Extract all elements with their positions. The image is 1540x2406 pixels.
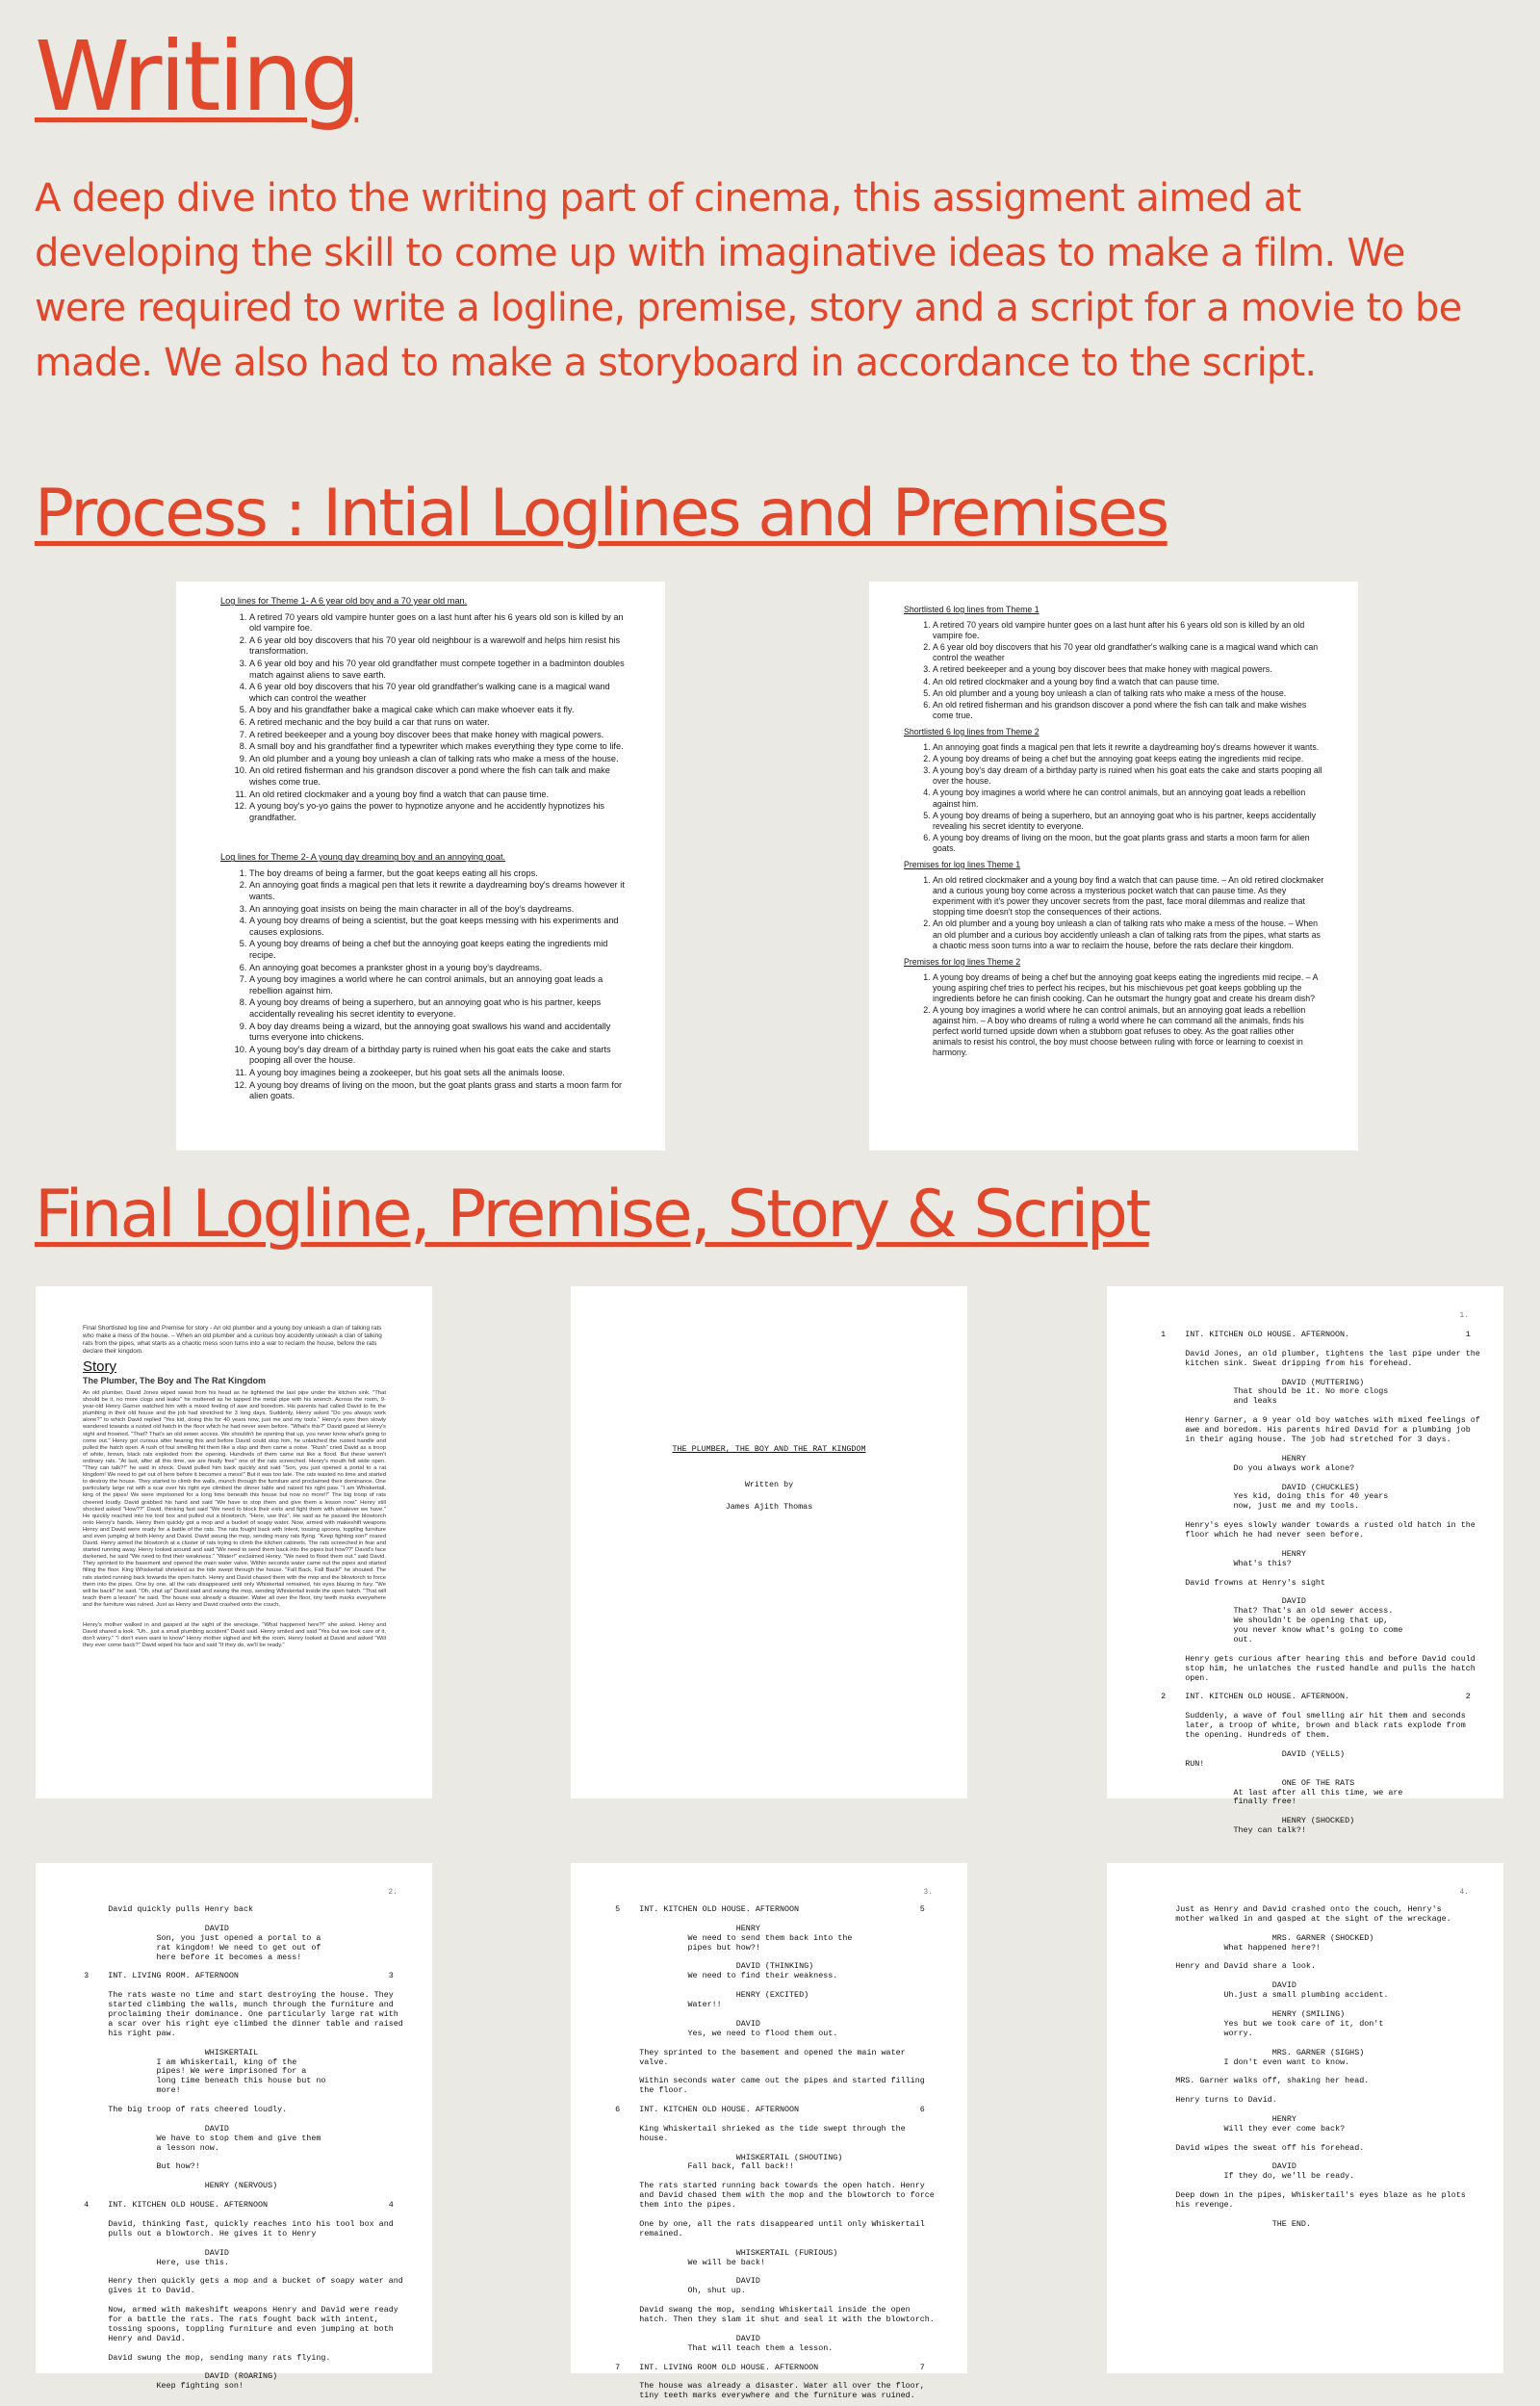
list-item: 1. A young boy dreams of being a chef but the annoying goat keeps eating the ingredients mid recipe. – A young aspiring chef tries to perfect his recipes, but his mischievous pet goat keeps gobbling up the ingredients before he can finish cooking. Can he outsmart the hungry goat and create his dream dish? [933,972,1325,1004]
premise-theme2-list [904,972,1325,1059]
list-item: 2. A 6 year old boy discovers that his 70 year old grandfather's walking cane is a magical wand which can control the weather [933,642,1325,663]
script-written-by: Written by [744,1480,794,1489]
story-intro: Final Shortlisted log line and Premise for story - An old plumber and a young boy unleash a clan of talking rats who make a mess of the house. – When an old plumber and a curious boy accidently unleash a clan of talking rats from the pipes, what starts as a chaotic mess soon turns into a war to reclaim the house, before the rats declare their kingdom. [83,1325,382,1355]
story-page [36,1286,432,1798]
premise-theme1-heading: Premises for log lines Theme 1 [904,859,1021,869]
list-item: 9. An old plumber and a young boy unleash a clan of talking rats who make a mess of the house. [249,754,632,765]
page-number: 1. [1459,1311,1469,1320]
theme2-list [220,868,632,1102]
logline-doc-page [176,582,665,1151]
theme1-heading: Log lines for Theme 1- A 6 year old boy and a 70 year old man. [220,596,468,606]
page-number: 3. [923,1888,933,1897]
list-item: 4. A young boy dreams of being a scientist, but the goat keeps messing with his experiments and causes explosions. [249,916,632,938]
list-item: 11. A young boy imagines being a zookeeper, but his goat sets all the animals loose. [249,1068,632,1079]
script-page-2 [36,1863,432,2392]
list-item: 2. An old plumber and a young boy unleash a clan of talking rats who make a mess of the house. – When an old plumber and a curious boy accidently unleash a clan of talking rats from the pipes, what starts as a chaotic mess soon turns into a war to reclaim the house, before the rats declare their kingdom. [933,918,1325,950]
theme2-heading: Log lines for Theme 2- A young day dreaming boy and an annoying goat. [220,852,506,863]
list-item: 2. An annoying goat finds a magical pen that lets it rewrite a daydreaming boy's dreams however it wants. [249,880,632,902]
shortlist-doc-page [869,582,1358,1151]
shortlist-theme1-list [904,620,1325,721]
premise-theme1-list [904,875,1325,951]
list-item: 9. A boy day dreams being a wizard, but the annoying goat swallows his wand and accidentally turns everyone into chickens. [249,1022,632,1044]
list-item: 2. A young boy imagines a world where he can control animals, but an annoying goat leads a rebellion against him. – A boy who dreams of ruling a world where he can command all the animals, finds his perfect world turned upside down when a stubborn goat refuses to obey. As the goat rallies other animals to resist his control, the boy must choose between ruling with force or learning to coexist in harmony. [933,1005,1325,1058]
script-page-4 [1107,1863,1503,2373]
theme1-list [220,612,632,824]
list-item: 7. A young boy imagines a world where he can control animals, but an annoying goat leads a rebellion against him. [249,974,632,996]
premise-theme2-heading: Premises for log lines Theme 2 [904,956,1021,967]
page-number: 4. [1459,1888,1469,1897]
list-item: 8. A small boy and his grandfather find a typewriter which makes everything they type come to life. [249,741,632,753]
list-item: 12. A young boy's yo-yo gains the power to hypnotize anyone and he accidently hypnotizes his grandfather. [249,801,632,823]
shortlist-theme2-heading: Shortlisted 6 log lines from Theme 2 [904,726,1040,737]
process-heading: Process : Intial Loglines and Premises [35,476,1168,552]
list-item: 5. A young boy dreams of being a superhero, but an annoying goat who is his partner, keeps accidentally revealing his secret identity to everyone. [933,811,1325,832]
list-item: 3. A young boy's day dream of a birthday party is ruined when his goat eats the cake and starts pooping all over the house. [933,765,1325,787]
story-ending: Henry's mother walked in and gasped at the sight of the wreckage. "What happened here?!" she asked. Henry and David shared a look. "Uh.. just a small plumbing accident" David said. Henry smiled and said "Yes but we took care of it, don't worry." "I don't even want to know" Henry mother sighed and left the room. Henry looked at David and asked "Will they ever come back?" David wiped his face and said "If they do, we'll be ready." [83,1622,386,1649]
story-subheading: The Plumber, The Boy and The Rat Kingdom [83,1376,267,1385]
list-item: 6. A young boy dreams of living on the moon, but the goat plants grass and starts a moon farm for alien goats. [933,833,1325,854]
page-number: 2. [388,1888,398,1897]
list-item: 1. An old retired clockmaker and a young boy find a watch that can pause time. – An old retired clockmaker and a curious young boy come across a mysterious pocket watch that can pause time. As they experiment with it's power they uncover secrets from the past, face moral dilemmas and realize that stopping time doesn't stop the consequences of their actions. [933,875,1325,918]
list-item: 1. A retired 70 years old vampire hunter goes on a last hunt after his 6 years old son is killed by an old vampire foe. [249,612,632,634]
final-heading: Final Logline, Premise, Story & Script [35,1177,1149,1253]
list-item: 12. A young boy dreams of living on the moon, but the goat plants grass and starts a moon farm for alien goats. [249,1080,632,1102]
list-item: 5. A young boy dreams of being a chef but the annoying goat keeps eating the ingredients mid recipe. [249,939,632,961]
story-heading: Story [83,1358,117,1375]
script-page-3 [571,1863,967,2401]
script-text: 5 INT. KITCHEN OLD HOUSE. AFTERNOON 5 HENRY We need to send them back into the pipes but how?! DAVID (THINKING) We need to find their weakness. HENRY (EXCITED) Water!! DAVID Yes, we need to flood them out. They sprinted to the basement and opened the main water valve. Within seconds water came out the pipes and started filling the floor. 6 INT. KITCHEN OLD HOUSE. AFTERNOON 6 King Whiskertail shrieked as the tide swept through the house. WHISKERTAIL (SHOUTING) Fall back, fall back!! The rats started running back towards the open hatch. Henry and David chased them with the mop and the blowtorch to force them into the pipes. One by one, all the rats disappeared until only Whiskertail remained. WHISKERTAIL (FURIOUS) We will be back! DAVID Oh, shut up. David swang the mop, sending Whiskertail inside the open hatch. Then they slam it shut and seal it with the blowtorch. DAVID That will teach them a lesson. 7 INT. LIVING ROOM OLD HOUSE. AFTERNOON 7 The house was already a disaster. Water all over the floor, tiny teeth marks everywhere and the furniture was ruined. [615,1904,935,2401]
list-item: 4. A 6 year old boy discovers that his 70 year old grandfather's walking cane is a magical wand which can control the weather [249,682,632,704]
list-item: 6. An old retired fisherman and his grandson discover a pond where the fish can talk and make wishes come true. [933,700,1325,721]
list-item: 3. An annoying goat insists on being the main character in all of the boy's daydreams. [249,904,632,916]
list-item: 3. A 6 year old boy and his 70 year old grandfather must compete together in a badminton doubles match against aliens to save earth. [249,659,632,681]
list-item: 8. A young boy dreams of being a superhero, but an annoying goat who is his partner, keeps accidentally revealing his secret identity to everyone. [249,997,632,1020]
list-item: 2. A 6 year old boy discovers that his 70 year old neighbour is a warewolf and helps him resist his transformation. [249,635,632,658]
script-text: 1 INT. KITCHEN OLD HOUSE. AFTERNOON. 1 David Jones, an old plumber, tightens the last pipe under the kitchen sink. Sweat dripping from his forehead. DAVID (MUTTERING) That should be it. No more clogs and leaks Henry Garner, a 9 year old boy watches with mixed feelings of awe and boredom. His parents hired David for a plumbing job in their aging house. The job had stretched for 3 days. HENRY Do you always work alone? DAVID (CHUCKLES) Yes kid, doing this for 40 years now, just me and my tools. Henry's eyes slowly wander towards a rusted old hatch in the floor which he had never seen before. HENRY What's this? David frowns at Henry's sight DAVID That? That's an old sewer access. We shouldn't be opening that up, you never know what's going to come out. Henry gets curious after hearing this and before David could stop him, he unlatches the rusted handle and pulls the hatch open. 2 INT. KITCHEN OLD HOUSE. AFTERNOON. 2 Suddenly, a wave of foul smelling air hit them and seconds later, a troop of white, brown and black rats explode from the opening. Hundreds of them. DAVID (YELLS) RUN! ONE OF THE RATS At last after all this time, we are finally free! HENRY (SHOCKED) They can talk?! [1161,1330,1480,1836]
script-author: James Ajith Thomas [725,1502,813,1512]
shortlist-theme2-list [904,742,1325,854]
list-item: 6. A retired mechanic and the boy build a car that runs on water. [249,717,632,729]
list-item: 2. A young boy dreams of being a chef but the annoying goat keeps eating the ingredients mid recipe. [933,754,1325,764]
intro-paragraph: A deep dive into the writing part of cinema, this assigment aimed at developing the skill to come up with imaginative ideas to make a film. We were required to write a logline, premise, story and a script for a movie to be made. We also had to make a storyboard in accordance to the script. [35,176,1462,385]
page-title: Writing [35,20,359,133]
list-item: 1. A retired 70 years old vampire hunter goes on a last hunt after his 6 years old son is killed by an old vampire foe. [933,620,1325,641]
list-item: 5. An old plumber and a young boy unleash a clan of talking rats who make a mess of the house. [933,688,1325,699]
list-item: 11. An old retired clockmaker and a young boy find a watch that can pause time. [249,789,632,801]
list-item: 4. An old retired clockmaker and a young boy find a watch that can pause time. [933,677,1325,687]
list-item: 1. The boy dreams of being a farmer, but the goat keeps eating all his crops. [249,868,632,880]
list-item: 7. A retired beekeeper and a young boy discover bees that make honey with magical powers. [249,730,632,741]
script-text: David quickly pulls Henry back DAVID Son, you just opened a portal to a rat kingdom! We need to get out of here before it becomes a mess! 3 INT. LIVING ROOM. AFTERNOON 3 The rats waste no time and start destroying the house. They started climbing the walls, munch through the furniture and proclaiming their dominance. One particularly large rat with a scar over his right eye climbed the dinner table and raised his right paw. WHISKERTAIL I am Whiskertail, king of the pipes! We were imprisoned for a long time beneath this house but no more! The big troop of rats cheered loudly. DAVID We have to stop them and give them a lesson now. But how?! HENRY (NERVOUS) 4 INT. KITCHEN OLD HOUSE. AFTERNOON 4 David, thinking fast, quickly reaches into his tool box and pulls out a blowtorch. He gives it to Henry DAVID Here, use this. Henry then quickly gets a mop and a bucket of soapy water and gives it to David. Now, armed with makeshift weapons Henry and David were ready for a battle the rats. The rats fought back with intent, tossing spoons, toppling furniture and even jumping at both Henry and David. David swung the mop, sending many rats flying. DAVID (ROARING) Keep fighting son! [84,1904,403,2392]
script-title-page [571,1286,967,1798]
list-item: 1. An annoying goat finds a magical pen that lets it rewrite a daydreaming boy's dreams however it wants. [933,742,1325,753]
story-body: An old plumber, David Jones wiped sweat from his head as he tightened the last pipe under the kitchen sink. "That should be it, no more clogs and leaks" he muttered as he tapped the metal pipe with his wrench. Across the room, 9-year-old Henry Garner watched him with a mixed feeling of awe and boredom. His parents had called David to fix the plumbing in their old house and the job had stretched for 3 long days. Suddenly, Henry asked "Do you always work alone?" to which David replied "Yes kid, doing this for 40 years now, just me and my tools." Henry's eyes then slowly wandered towards a rusted old hatch in the floor which he had never seen before. "What's this?" David gazed at Henry's sight and frowned. "That? That's an old sewer access. We shouldn't be opening that up, you never know what's going to come out." Henry got curious after hearing this and before David could stop him, he unlatched the rusted handle and pulled the hatch open. A rush of foul smelling hit them like a slap and then came a noise. "Rush" cried David as a troop of white, brown, black rats exploded from the opening. Hundreds of them came out like a flood. But these weren't ordinary rats. "At last, after all this time, we are finally free" one of the rats screeched. Henry's mouth fell wide open. "They can talk?!" he said in shock. David pulled him back quickly and said "Son, you just opened a portal to a rat kingdom! We need to get out of here before it becomes a mess!" But it was too late. The rats wasted no time and started to destroy the house. They started to climb the walls, munch through the furniture and proclaimed their dominance. One particularly large rat with a scar over his right eye climbed the dinner table and raised his right paw. "I am Whiskertail, king of the pipes! We were imprisoned for a long time beneath this house but now no more!!" The big troop of rats cheered loudly. David grabbed his hand and said "We have to stop them and give them a lesson now." Henry still shocked asked "How??" David, thinking fast said "We need to block their exits and fight them with whatever we have." He quickly reached into his tool box and pulled out a blowtorch. "Here, use this". He said as he passed the blowtorch onto Henry's hands. Henry then quickly got a mop and a bucket of soapy water. Now, armed with makeshift weapons Henry and David were ready for a battle of the rats. The rats fought back with intent, tossing spoons, toppling furniture and even jumping at both Henry and David. David swung the mop, sending many rats flying. "Keep fighting son!" roared David. Henry aimed the blowtorch at a cluster of rats trying to climb the kitchen cabinets. The rats screeched in fear and started running away. Henry looked around and said "We need to send them back into the pipes but how??" David's face darkened, he said "We need to find their weakness." "Water!" exclaimed Henry. "We need to flood them out." said David. They sprinted to the basement and opened the main water valve. Within seconds water came out the pipes and started filling the floor. King Whiskertail shrieked as the tide swept through the house. "Fall Back, Fall Back!" he shouted. The rats started running back towards the open hatch. Henry and David chased them with the mop and the blowtorch to force them into the pipes. One by one, all the rats disappeared until only Whiskertail remained, his eyes blazing in fury. "We will be back!" he said. "Oh, shut up" David said and swung the mop, sending Whiskertail inside the open hatch. "That will teach them a lesson" he said. The house was already a disaster. Water all over the floor, tiny teeth marks everywhere and the furniture was ruined. Just as Henry and David crashed onto the couch, [83,1390,386,1608]
script-title: THE PLUMBER, THE BOY AND THE RAT KINGDOM [672,1444,866,1454]
list-item: 5. A boy and his grandfather bake a magical cake which can make whoever eats it fly. [249,705,632,716]
shortlist-theme1-heading: Shortlisted 6 log lines from Theme 1 [904,605,1040,614]
list-item: 6. An annoying goat becomes a prankster ghost in a young boy's daydreams. [249,963,632,974]
list-item: 10. A young boy's day dream of a birthday party is ruined when his goat eats the cake and starts pooping all over the house. [249,1045,632,1067]
script-page-1 [1107,1286,1503,1836]
list-item: 10. An old retired fisherman and his grandson discover a pond where the fish can talk and make wishes come true. [249,765,632,788]
script-text: Just as Henry and David crashed onto the couch, Henry's mother walked in and gasped at the sight of the wreckage. MRS. GARNER (SHOCKED) What happened here?! Henry and David share a look. DAVID Uh.just a small plumbing accident. HENRY (SMILING) Yes but we took care of it, don't worry. MRS. GARNER (SIGHS) I don't even want to know. MRS. Garner walks off, shaking her head. Henry turns to David. HENRY Will they ever come back? David wipes the sweat off his forehead. DAVID If they do, we'll be ready. Deep down in the pipes, Whiskertail's eyes blaze as he plots his revenge. THE END. [1175,1904,1466,2229]
list-item: 3. A retired beekeeper and a young boy discover bees that make honey with magical powers. [933,664,1325,675]
list-item: 4. A young boy imagines a world where he can control animals, but an annoying goat leads a rebellion against him. [933,788,1325,809]
